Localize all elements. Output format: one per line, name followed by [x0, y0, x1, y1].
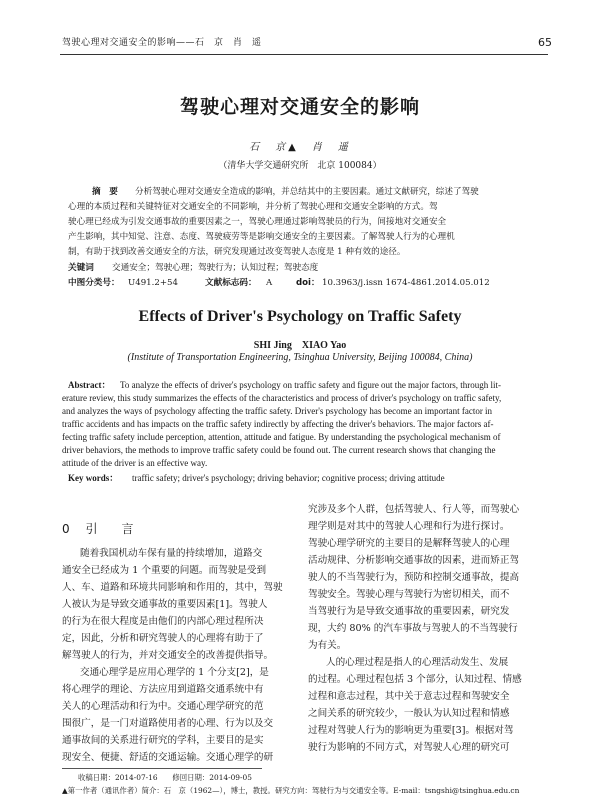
keywords-cn: 交通安全；驾驶心理；驾驶行为；认知过程；驾驶态度 [112, 263, 319, 273]
body-left-line: 随着我国机动车保有量的持续增加，道路交 [80, 548, 263, 559]
abstract-en-line: fecting traffic safety include perception, attention, attitude and fatigue. By understanding the psychological mechanism of [62, 432, 501, 442]
section-title: 引 言 [85, 522, 140, 536]
abstract-cn-line: 产生影响，其中知觉、注意、态度、驾驶疲劳等是影响交通安全的主要因素。了解驾驶人行为的心理机 [68, 232, 455, 242]
body-right-line: 现，大约 80% 的汽车事故与驾驶人的不当驾驶行 [308, 623, 518, 634]
doc-code: A [266, 278, 273, 288]
abstract-cn-line: 心理的本质过程和关键特征对交通安全的不同影响，并分析了驾驶心理和交通安全影响的方式。驾 [68, 202, 438, 212]
abstract-cn-line: 驶心理已经成为引发交通事故的重要因素之一，驾驶心理通过影响驾驶员的行为，间接地对交通安全 [68, 217, 447, 227]
body-right-line: 人的心理过程是指人的心理活动发生、发展 [326, 657, 509, 668]
body-right-line: 过程和意志过程，其中关于意志过程和驾驶安全 [308, 691, 510, 702]
footnote-dates: 收稿日期：2014-07-16 修回日期：2014-09-05 [78, 773, 252, 782]
abstract-en-line: attitude of the driver is an effective way. [62, 458, 208, 468]
keywords-cn-label: 关键词 [68, 263, 94, 273]
body-left-line: 人、车、道路和环境共同影响和作用的，其中，驾驶 [62, 582, 283, 593]
abstract-cn-line: 分析驾驶心理对交通安全造成的影响，并总结其中的主要因素。通过文献研究，综述了驾驶 [135, 187, 479, 197]
abstract-en-line: erature review, this study summarizes the effects of the characteristics and process of driver's psychology on traffic safety, [62, 393, 502, 403]
body-right-line: 之间关系的研究较少，一般认为认知过程和情感 [308, 708, 510, 719]
body-left-line: 人被认为是导致交通事故的重要因素[1]。驾驶人 [62, 599, 268, 610]
body-right-line: 驶人的不当驾驶行为，预防和控制交通事故，提高 [308, 572, 520, 583]
body-right-line: 活动规律、分析影响交通事故的因素，进而矫正驾 [308, 555, 520, 566]
doi-label: doi： [296, 278, 320, 288]
body-right-line: 理学则是对其中的驾驶人心理和行为进行探讨。 [308, 521, 510, 532]
body-right-line: 驾驶安全。驾驶心理与驾驶行为密切相关，而不 [308, 589, 510, 600]
footnote-rule [62, 768, 262, 769]
abstract-en-line: and analyzes the ways of psychology affecting the traffic safety. Driver's psychology has become an important factor in [62, 406, 493, 416]
body-left-line: 交通心理学是应用心理学的 1 个分支[2]，是 [80, 667, 269, 678]
abstract-en-label: Abstract： [68, 380, 111, 390]
body-left-line: 通事故间的关系进行研究的学科，主要目的是实 [62, 735, 264, 746]
body-right-line: 驶行为影响的不同方式，对驾驶人心理的研究可 [308, 742, 510, 753]
body-right-line: 为有关。 [308, 640, 347, 651]
body-left-line: 现安全、便捷、舒适的交通运输。交通心理学的研 [62, 752, 274, 763]
keywords-en-label: Key words： [68, 473, 119, 483]
doc-code-label: 文献标志码： [205, 278, 257, 288]
running-header: 驾驶心理对交通安全的影响——石 京 肖 遥 [62, 38, 262, 48]
section-heading [62, 520, 139, 537]
affiliation-en: (Institute of Transportation Engineering, Tsinghua University, Beijing 100084, China) [127, 352, 473, 363]
body-right-line: 驾驶心理学研究的主要目的是解释驾驶人的心理 [308, 538, 510, 549]
abstract-en-line: traffic accidents and has impacts on the traffic safety indirectly by affecting the driver's behaviors. The major factors af- [62, 419, 494, 429]
page-number: 65 [538, 36, 552, 49]
body-left-line: 关人的心理活动和行为中。交通心理学研究的范 [62, 701, 264, 712]
footnote-author: ▲第一作者（通讯作者）简介：石 京（1962—），博士，教授。研究方向：驾驶行为与交通安全等。E-mail：tsngshi@tsinghua.edu.cn [62, 786, 520, 795]
body-right-line: 当驾驶行为是导致交通事故的重要因素，研究发 [308, 606, 510, 617]
abstract-cn-label: 摘 要 [92, 187, 118, 197]
body-left-line: 的行为在很大程度是由他们的内部心理过程所决 [62, 616, 264, 627]
body-left-line: 将心理学的理论、方法应用到道路交通系统中有 [62, 684, 264, 695]
title-en: Effects of Driver's Psychology on Traffic Safety [138, 308, 462, 325]
abstract-en-line: To analyze the effects of driver's psychology on traffic safety and figure out the major factors, through lit- [120, 380, 502, 390]
keywords-en: traffic safety; driver's psychology; driving behavior; cognitive process; driving attitude [132, 473, 445, 483]
body-left-line: 定，因此，分析和研究驾驶人的心理将有助于了 [62, 633, 264, 644]
body-right-line: 究涉及多个人群，包括驾驶人、行人等，而驾驶心 [308, 504, 520, 515]
header-rule [60, 54, 548, 55]
clc-label: 中图分类号： [68, 278, 120, 288]
body-left-line: 解驾驶人的行为，并对交通安全的改善提供指导。 [62, 650, 274, 661]
body-left-line: 通安全已经成为 1 个重要的问题。而驾驶是受到 [62, 565, 267, 576]
affiliation-cn: （清华大学交通研究所 北京 100084） [218, 161, 382, 171]
section-number: 0 [62, 522, 76, 536]
title-cn: 驾驶心理对交通安全的影响 [179, 96, 420, 118]
clc-number: U491.2+54 [128, 278, 178, 288]
body-right-line: 过程对驾驶人行为的影响更为重要[3]。根据对驾 [308, 725, 514, 736]
authors-cn: 石 京▲ 肖 遥 [249, 142, 351, 153]
doi-value: 10.3963/j.issn 1674-4861.2014.05.012 [322, 278, 490, 288]
abstract-en-line: driver behaviors, the methods to improve traffic safety could be found out. The current research shows that changing the [62, 445, 496, 455]
body-right-line: 的过程。心理过程包括 3 个部分，认知过程、情感 [308, 674, 522, 685]
body-left-line: 围很广，是一门对道路使用者的心理、行为以及交 [62, 718, 274, 729]
abstract-cn-line: 制，有助于找到改善交通安全的方法，研究发现通过改变驾驶人态度是 1 种有效的途径。 [68, 247, 406, 257]
authors-en: SHI Jing XIAO Yao [253, 340, 347, 351]
